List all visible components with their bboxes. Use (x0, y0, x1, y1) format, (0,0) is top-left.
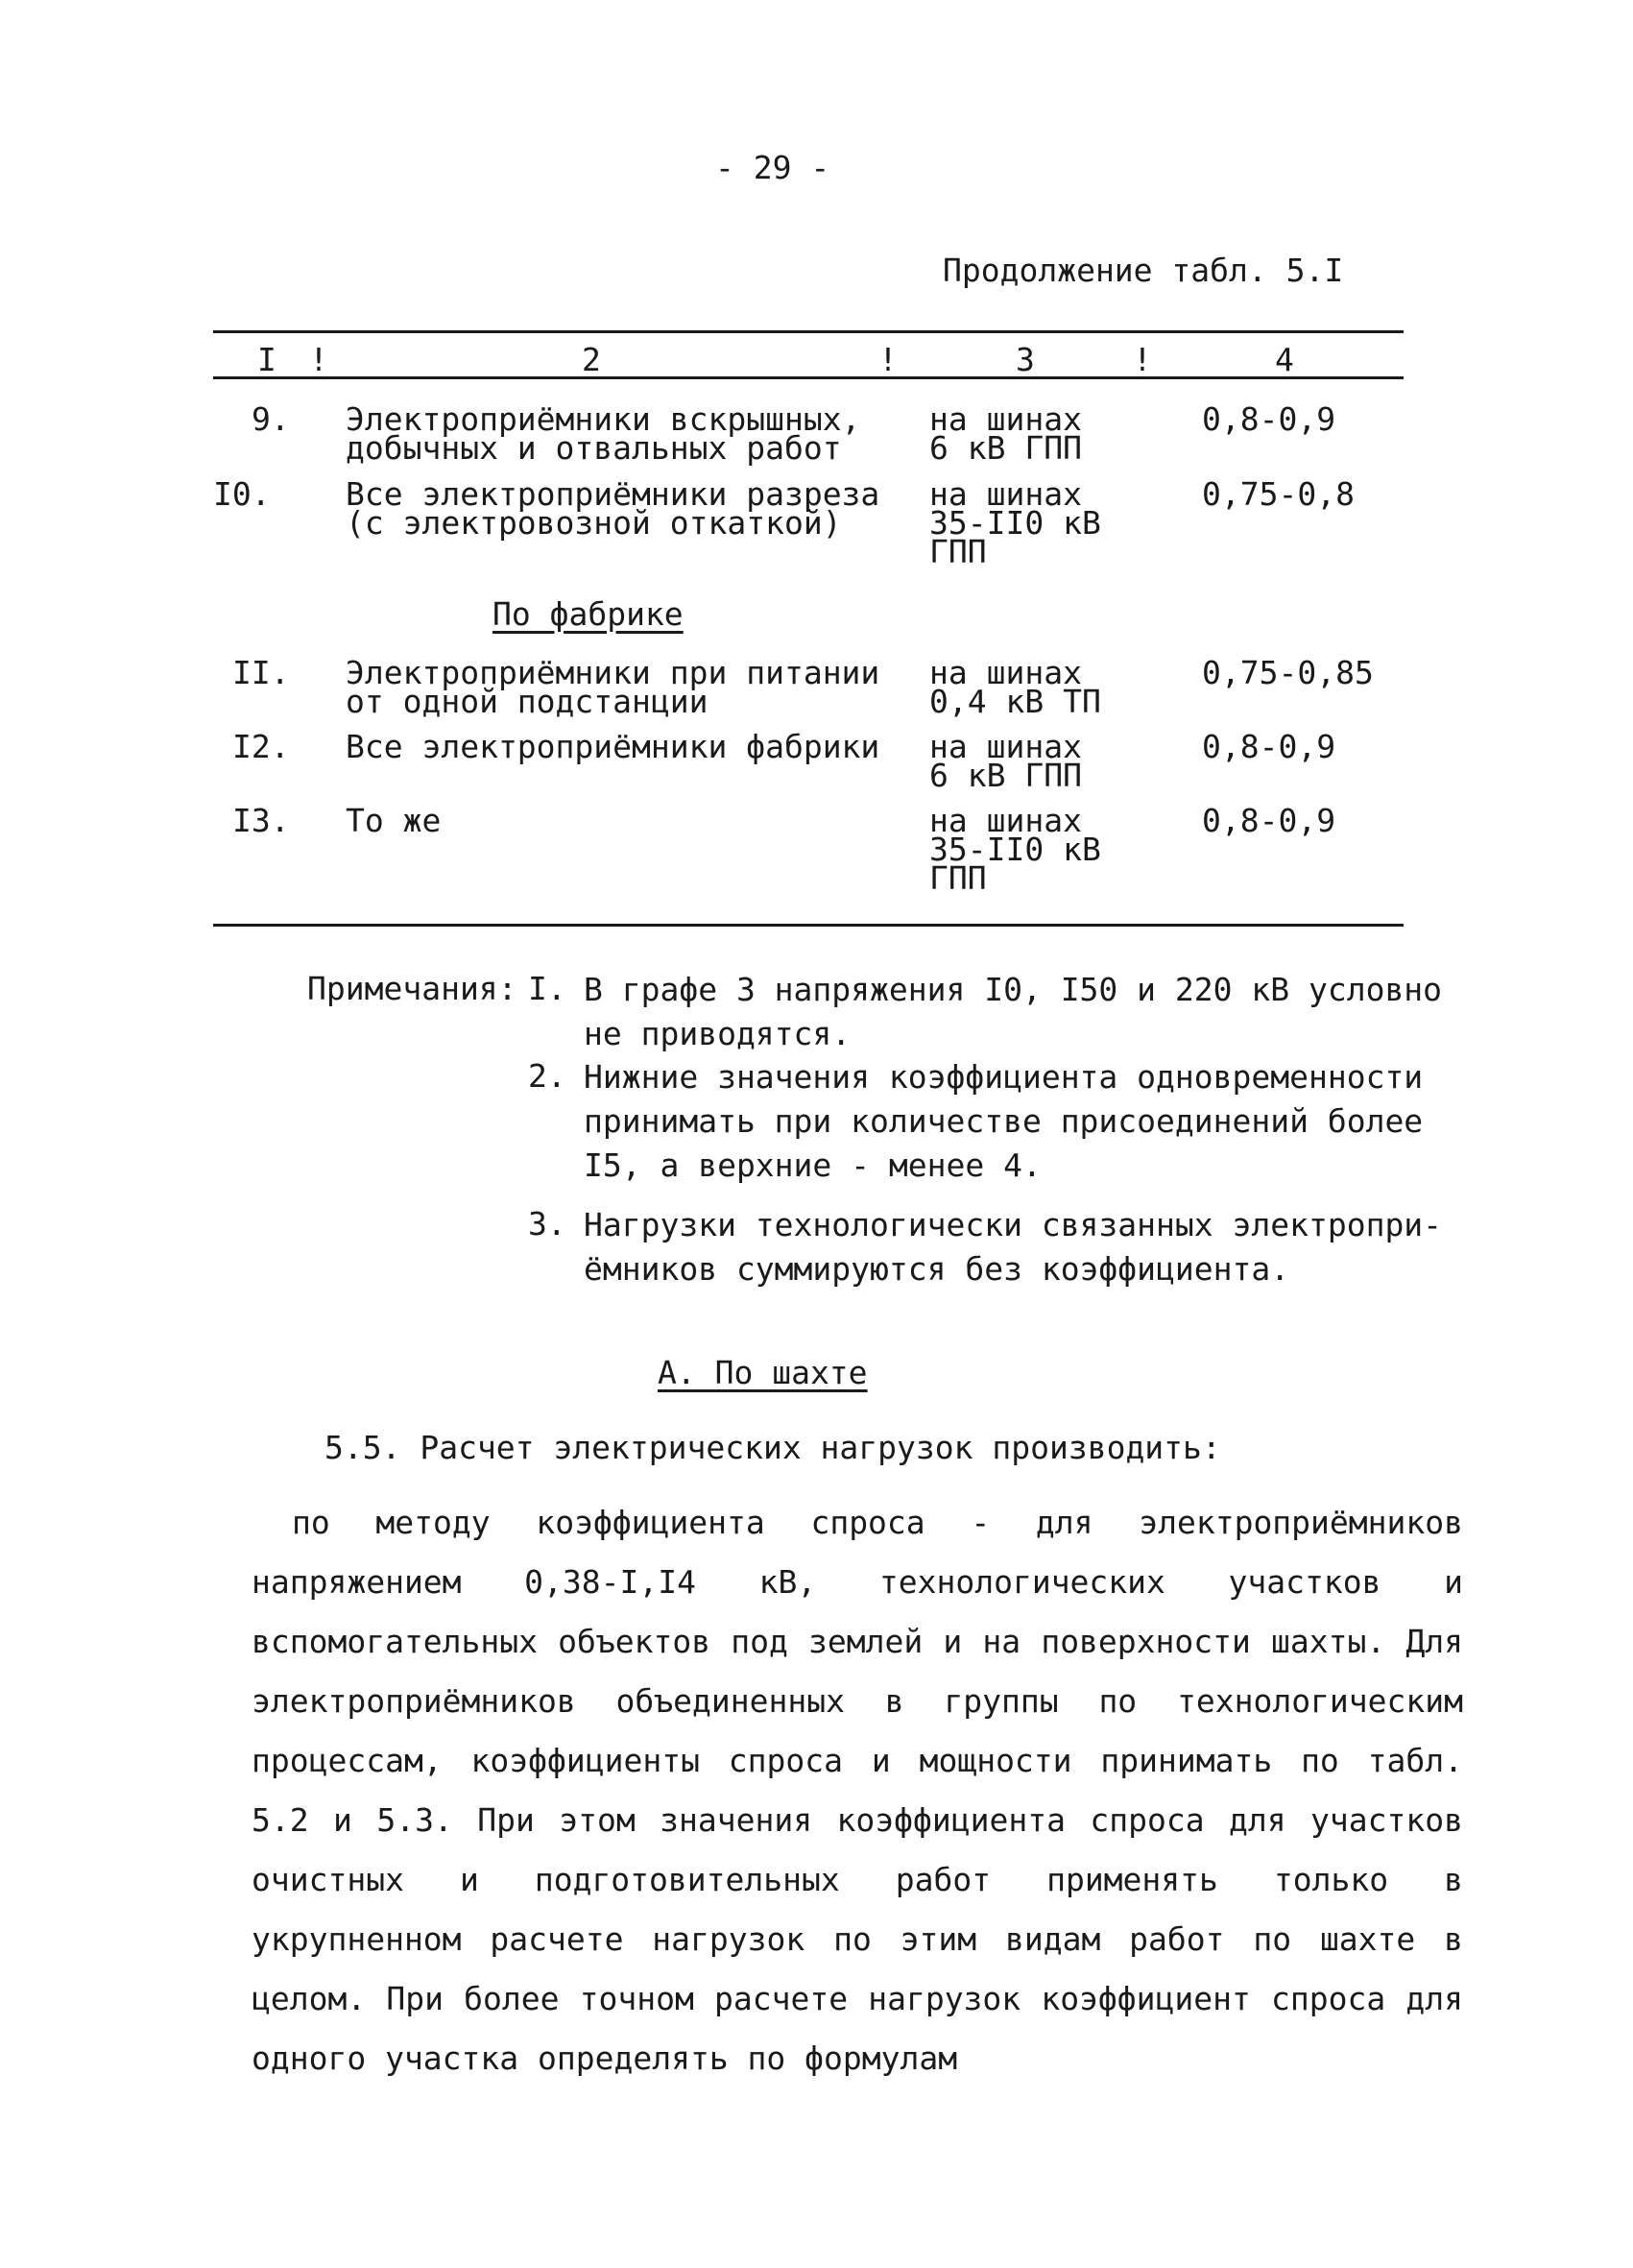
header-col-3: 3 (1016, 341, 1035, 378)
row-coefficient: 0,8-0,9 (1202, 400, 1336, 438)
row-name: То же (346, 802, 442, 839)
note-number: 2. (528, 1057, 566, 1095)
row-number: 9. (252, 400, 290, 438)
notes-label: Примечания: (307, 970, 517, 1007)
note-text: Нижние значения коэффициента одновременности принимать при количестве присоединений более I5, а верхние - менее 4. (584, 1058, 1424, 1184)
row-name: Электроприёмники при питании от одной подстанции (346, 654, 880, 720)
row-place: на шинах 6 кВ ГПП (929, 400, 1082, 467)
row-place: на шинах 0,4 кВ ТП (929, 654, 1101, 720)
row-number: II. (232, 654, 290, 691)
row-number: I2. (232, 728, 290, 765)
row-number: I3. (232, 802, 290, 839)
header-separator: ! (1133, 341, 1152, 378)
clause-heading: 5.5. Расчет электрических нагрузок производить: (324, 1429, 1221, 1466)
note-text: В графе 3 напряжения I0, I50 и 220 кВ условно не приводятся. (584, 971, 1443, 1052)
row-coefficient: 0,8-0,9 (1202, 802, 1336, 839)
header-col-4: 4 (1275, 341, 1294, 378)
row-name: Электроприёмники вскрышных, добычных и отвальных работ (346, 400, 861, 467)
header-col-1: I (257, 341, 276, 378)
header-separator: ! (309, 341, 328, 378)
table-bottom-rule (213, 924, 1404, 927)
note-number: 3. (528, 1205, 566, 1243)
continuation-caption: Продолжение табл. 5.I (943, 252, 1344, 289)
header-col-2: 2 (582, 341, 601, 378)
row-coefficient: 0,75-0,8 (1202, 475, 1355, 513)
table-top-rule (213, 330, 1404, 333)
row-number: I0. (213, 475, 271, 513)
row-coefficient: 0,75-0,85 (1202, 654, 1374, 691)
body-paragraph: по методу коэффициента спроса - для электроприёмников напряжением 0,38-I,I4 кВ, технологических участков и вспомогательных объектов под землей и на поверхности шахты. Для электроприёмников объединенных в группы по технологическим процессам, коэффициенты спроса и мощности принимать по табл. 5.2 и 5.3. При этом значения коэффициента спроса для участков очистных и подготовительных работ применять только в укрупненном расчете нагрузок по этим видам работ по шахте в целом. При более точном расчете нагрузок коэффициент спроса для одного участка определять по формулам (252, 1504, 1463, 2077)
row-place: на шинах 35-II0 кВ ГПП (929, 475, 1101, 570)
table-section-title: По фабрике (492, 595, 684, 633)
row-place: на шинах 35-II0 кВ ГПП (929, 802, 1101, 897)
note-number: I. (528, 970, 566, 1007)
row-name: Все электроприёмники разреза (с электровозной откаткой) (346, 475, 880, 542)
section-heading: А. По шахте (658, 1354, 868, 1391)
header-separator: ! (878, 341, 898, 378)
row-name: Все электроприёмники фабрики (346, 728, 880, 765)
note-text: Нагрузки технологически связанных электропри- ёмников суммируются без коэффициента. (584, 1206, 1443, 1288)
page-number: - 29 - (715, 149, 830, 186)
row-coefficient: 0,8-0,9 (1202, 728, 1336, 765)
table-header-rule (213, 376, 1404, 379)
row-place: на шинах 6 кВ ГПП (929, 728, 1082, 794)
